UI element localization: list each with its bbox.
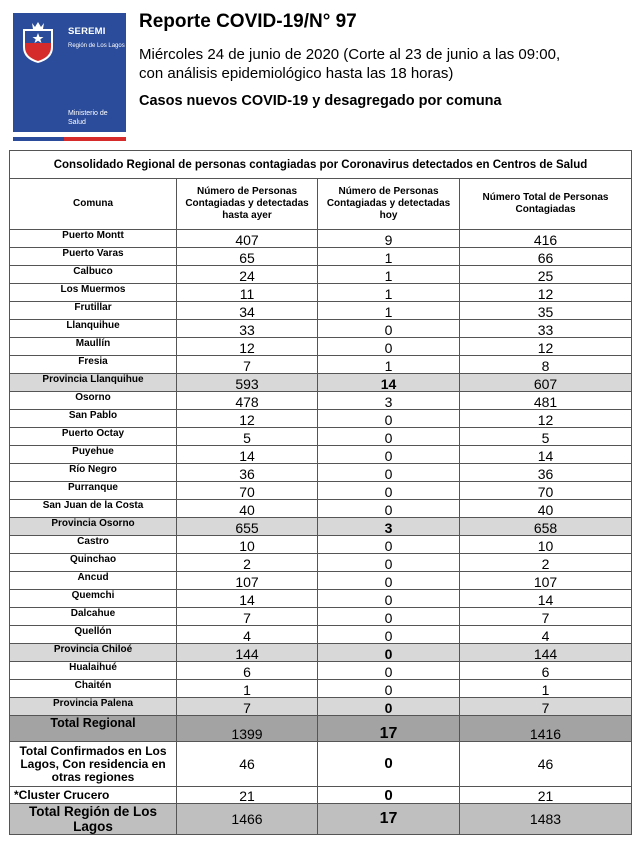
total-cell: 107 xyxy=(460,572,632,590)
total-cell: 1 xyxy=(460,680,632,698)
today-cell: 17 xyxy=(318,804,460,835)
today-cell: 1 xyxy=(318,302,460,320)
subtitle-line-2: con análisis epidemiológico hasta las 18 horas) xyxy=(139,65,454,82)
comuna-cell: Quinchao xyxy=(10,554,177,572)
yesterday-cell: 7 xyxy=(177,608,318,626)
comuna-cell: Río Negro xyxy=(10,464,177,482)
yesterday-cell: 46 xyxy=(177,742,318,787)
comuna-cell: Hualaihué xyxy=(10,662,177,680)
total-cell: 66 xyxy=(460,248,632,266)
yesterday-cell: 10 xyxy=(177,536,318,554)
table-row xyxy=(10,464,632,482)
table-row xyxy=(10,572,632,590)
table-row xyxy=(10,608,632,626)
today-cell: 0 xyxy=(318,446,460,464)
comuna-cell: Purranque xyxy=(10,482,177,500)
table-row-prov xyxy=(10,644,632,662)
today-cell: 0 xyxy=(318,572,460,590)
comuna-cell: Llanquihue xyxy=(10,320,177,338)
yesterday-cell: 11 xyxy=(177,284,318,302)
table-row xyxy=(10,662,632,680)
total-cell: 2 xyxy=(460,554,632,572)
comuna-cell: *Cluster Crucero xyxy=(10,787,177,804)
total-cell: 7 xyxy=(460,698,632,716)
comuna-cell: Provincia Osorno xyxy=(10,518,177,536)
yesterday-cell: 1 xyxy=(177,680,318,698)
total-cell: 12 xyxy=(460,284,632,302)
total-cell: 33 xyxy=(460,320,632,338)
comuna-cell: Los Muermos xyxy=(10,284,177,302)
total-cell: 12 xyxy=(460,338,632,356)
column-header-comuna: Comuna xyxy=(10,179,177,230)
today-cell: 0 xyxy=(318,742,460,787)
table-row xyxy=(10,536,632,554)
total-cell: 35 xyxy=(460,302,632,320)
yesterday-cell: 24 xyxy=(177,266,318,284)
today-cell: 0 xyxy=(318,536,460,554)
comuna-cell: Puerto Montt xyxy=(10,230,177,248)
today-cell: 1 xyxy=(318,248,460,266)
yesterday-cell: 407 xyxy=(177,230,318,248)
section-heading: Casos nuevos COVID-19 y desagregado por comuna xyxy=(139,93,502,109)
yesterday-cell: 478 xyxy=(177,392,318,410)
total-cell: 70 xyxy=(460,482,632,500)
yesterday-cell: 6 xyxy=(177,662,318,680)
yesterday-cell: 7 xyxy=(177,356,318,374)
today-cell: 3 xyxy=(318,518,460,536)
comuna-cell: Quemchi xyxy=(10,590,177,608)
today-cell: 0 xyxy=(318,787,460,804)
yesterday-cell: 2 xyxy=(177,554,318,572)
today-cell: 17 xyxy=(318,716,460,742)
logo-region: Región de Los Lagos xyxy=(68,43,125,49)
seremi-logo xyxy=(13,13,126,132)
comuna-cell: Provincia Chiloé xyxy=(10,644,177,662)
yesterday-cell: 65 xyxy=(177,248,318,266)
today-cell: 0 xyxy=(318,410,460,428)
table-row-prov xyxy=(10,518,632,536)
total-cell: 46 xyxy=(460,742,632,787)
today-cell: 1 xyxy=(318,266,460,284)
total-cell: 1416 xyxy=(460,716,632,742)
comuna-cell: Maullín xyxy=(10,338,177,356)
report-title: Reporte COVID-19/N° 97 xyxy=(139,11,357,32)
yesterday-cell: 1399 xyxy=(177,716,318,742)
total-cell: 658 xyxy=(460,518,632,536)
comuna-cell: Fresia xyxy=(10,356,177,374)
table-row xyxy=(10,338,632,356)
table-row xyxy=(10,500,632,518)
comuna-cell: Dalcahue xyxy=(10,608,177,626)
today-cell: 9 xyxy=(318,230,460,248)
total-cell: 4 xyxy=(460,626,632,644)
table-row-grand xyxy=(10,804,632,835)
table-row xyxy=(10,446,632,464)
total-cell: 12 xyxy=(460,410,632,428)
today-cell: 0 xyxy=(318,338,460,356)
table-row xyxy=(10,284,632,302)
comuna-cell: Castro xyxy=(10,536,177,554)
table-row xyxy=(10,392,632,410)
today-cell: 0 xyxy=(318,500,460,518)
yesterday-cell: 5 xyxy=(177,428,318,446)
total-cell: 416 xyxy=(460,230,632,248)
table-caption-row xyxy=(10,151,632,179)
comuna-cell: Quellón xyxy=(10,626,177,644)
total-cell: 40 xyxy=(460,500,632,518)
today-cell: 0 xyxy=(318,608,460,626)
yesterday-cell: 21 xyxy=(177,787,318,804)
table-row xyxy=(10,482,632,500)
yesterday-cell: 14 xyxy=(177,590,318,608)
today-cell: 3 xyxy=(318,392,460,410)
total-cell: 36 xyxy=(460,464,632,482)
total-cell: 144 xyxy=(460,644,632,662)
total-cell: 21 xyxy=(460,787,632,804)
comuna-cell: Total Regional xyxy=(10,716,177,742)
column-header-yesterday: Número de Personas Contagiadas y detectadas hasta ayer xyxy=(177,179,318,230)
table-row-conf xyxy=(10,742,632,787)
today-cell: 1 xyxy=(318,284,460,302)
table-row xyxy=(10,410,632,428)
table-row xyxy=(10,554,632,572)
today-cell: 0 xyxy=(318,464,460,482)
comuna-cell: Provincia Palena xyxy=(10,698,177,716)
comuna-cell: Chaitén xyxy=(10,680,177,698)
comuna-cell: Calbuco xyxy=(10,266,177,284)
comuna-cell: San Pablo xyxy=(10,410,177,428)
table-body xyxy=(10,230,632,835)
today-cell: 1 xyxy=(318,356,460,374)
today-cell: 0 xyxy=(318,626,460,644)
yesterday-cell: 655 xyxy=(177,518,318,536)
yesterday-cell: 70 xyxy=(177,482,318,500)
today-cell: 0 xyxy=(318,482,460,500)
yesterday-cell: 40 xyxy=(177,500,318,518)
comuna-cell: Ancud xyxy=(10,572,177,590)
cases-table xyxy=(9,150,632,835)
report-subtitle xyxy=(139,45,629,83)
column-header-total: Número Total de Personas Contagiadas xyxy=(460,179,632,230)
cases-table-container xyxy=(9,150,631,835)
yesterday-cell: 12 xyxy=(177,410,318,428)
table-row xyxy=(10,320,632,338)
table-row xyxy=(10,248,632,266)
total-cell: 14 xyxy=(460,590,632,608)
today-cell: 0 xyxy=(318,590,460,608)
yesterday-cell: 34 xyxy=(177,302,318,320)
table-row xyxy=(10,680,632,698)
comuna-cell: Osorno xyxy=(10,392,177,410)
total-cell: 14 xyxy=(460,446,632,464)
table-row xyxy=(10,356,632,374)
column-header-today: Número de Personas Contagiadas y detectadas hoy xyxy=(318,179,460,230)
total-cell: 1483 xyxy=(460,804,632,835)
today-cell: 0 xyxy=(318,644,460,662)
table-header-row xyxy=(10,179,632,230)
yesterday-cell: 107 xyxy=(177,572,318,590)
table-row xyxy=(10,266,632,284)
yesterday-cell: 36 xyxy=(177,464,318,482)
total-cell: 7 xyxy=(460,608,632,626)
comuna-cell: San Juan de la Costa xyxy=(10,500,177,518)
table-row xyxy=(10,590,632,608)
comuna-cell: Puerto Varas xyxy=(10,248,177,266)
table-row-cluster xyxy=(10,787,632,804)
table-row-prov xyxy=(10,374,632,392)
total-cell: 25 xyxy=(460,266,632,284)
logo-flag-bar xyxy=(13,128,126,132)
comuna-cell: Total Región de Los Lagos xyxy=(10,804,177,835)
yesterday-cell: 12 xyxy=(177,338,318,356)
today-cell: 0 xyxy=(318,698,460,716)
yesterday-cell: 1466 xyxy=(177,804,318,835)
yesterday-cell: 593 xyxy=(177,374,318,392)
table-row xyxy=(10,626,632,644)
comuna-cell: Provincia Llanquihue xyxy=(10,374,177,392)
comuna-cell: Puerto Octay xyxy=(10,428,177,446)
table-caption: Consolidado Regional de personas contagiadas por Coronavirus detectados en Centros de Salud xyxy=(10,151,632,179)
total-cell: 5 xyxy=(460,428,632,446)
today-cell: 14 xyxy=(318,374,460,392)
yesterday-cell: 7 xyxy=(177,698,318,716)
today-cell: 0 xyxy=(318,554,460,572)
yesterday-cell: 14 xyxy=(177,446,318,464)
yesterday-cell: 144 xyxy=(177,644,318,662)
comuna-cell: Frutillar xyxy=(10,302,177,320)
table-row xyxy=(10,428,632,446)
comuna-cell: Puyehue xyxy=(10,446,177,464)
total-cell: 607 xyxy=(460,374,632,392)
subtitle-line-1: Miércoles 24 de junio de 2020 (Corte al 23 de junio a las 09:00, xyxy=(139,46,561,63)
table-row-total xyxy=(10,716,632,742)
today-cell: 0 xyxy=(318,662,460,680)
table-row xyxy=(10,302,632,320)
total-cell: 8 xyxy=(460,356,632,374)
today-cell: 0 xyxy=(318,320,460,338)
table-row-prov xyxy=(10,698,632,716)
logo-title: SEREMI xyxy=(68,26,106,37)
total-cell: 6 xyxy=(460,662,632,680)
today-cell: 0 xyxy=(318,428,460,446)
yesterday-cell: 4 xyxy=(177,626,318,644)
today-cell: 0 xyxy=(318,680,460,698)
total-cell: 481 xyxy=(460,392,632,410)
total-cell: 10 xyxy=(460,536,632,554)
yesterday-cell: 33 xyxy=(177,320,318,338)
comuna-cell: Total Confirmados en Los Lagos, Con residencia en otras regiones xyxy=(10,742,177,787)
coat-of-arms-icon xyxy=(19,21,57,65)
table-row xyxy=(10,230,632,248)
logo-ministry: Ministerio de Salud xyxy=(68,110,108,126)
